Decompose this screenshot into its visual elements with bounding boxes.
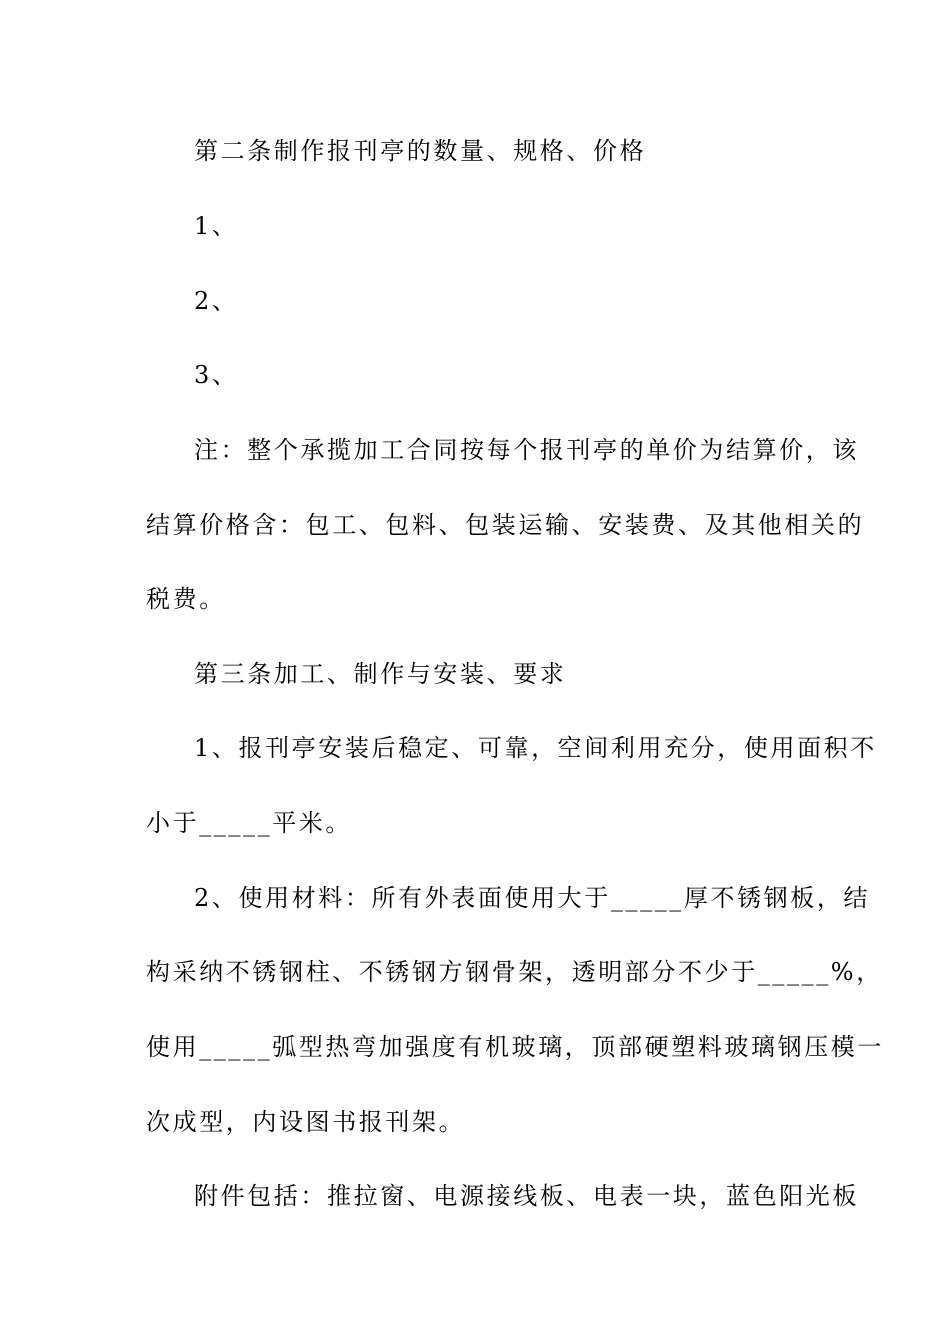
accessories-paragraph: 附件包括：推拉窗、电源接线板、电表一块，蓝色阳光板 <box>194 1182 859 1210</box>
section-heading-article-2: 第二条制作报刊亭的数量、规格、价格 <box>194 137 647 165</box>
requirement-1-line-1: 1、报刊亭安装后稳定、可靠，空间利用充分，使用面积不 <box>194 734 877 762</box>
list-item-1: 1、 <box>194 212 239 240</box>
note-paragraph-line-1: 注：整个承揽加工合同按每个报刊亭的单价为结算价，该 <box>194 436 859 464</box>
requirement-2-line-4: 次成型，内设图书报刊架。 <box>146 1108 466 1136</box>
list-item-3: 3、 <box>194 361 239 389</box>
requirement-1-line-2: 小于_____平米。 <box>146 809 352 837</box>
requirement-2-line-1: 2、使用材料：所有外表面使用大于_____厚不锈钢板，结 <box>194 884 871 912</box>
note-paragraph-line-3: 税费。 <box>146 585 226 613</box>
requirement-2-line-2: 构采纳不锈钢柱、不锈钢方钢骨架，透明部分不少于_____%， <box>146 958 883 986</box>
requirement-2-line-3: 使用_____弧型热弯加强度有机玻璃，顶部硬塑料玻璃钢压模一 <box>146 1033 884 1061</box>
section-heading-article-3: 第三条加工、制作与安装、要求 <box>194 660 567 688</box>
list-item-2: 2、 <box>194 287 239 315</box>
note-paragraph-line-2: 结算价格含：包工、包料、包装运输、安装费、及其他相关的 <box>146 511 865 539</box>
